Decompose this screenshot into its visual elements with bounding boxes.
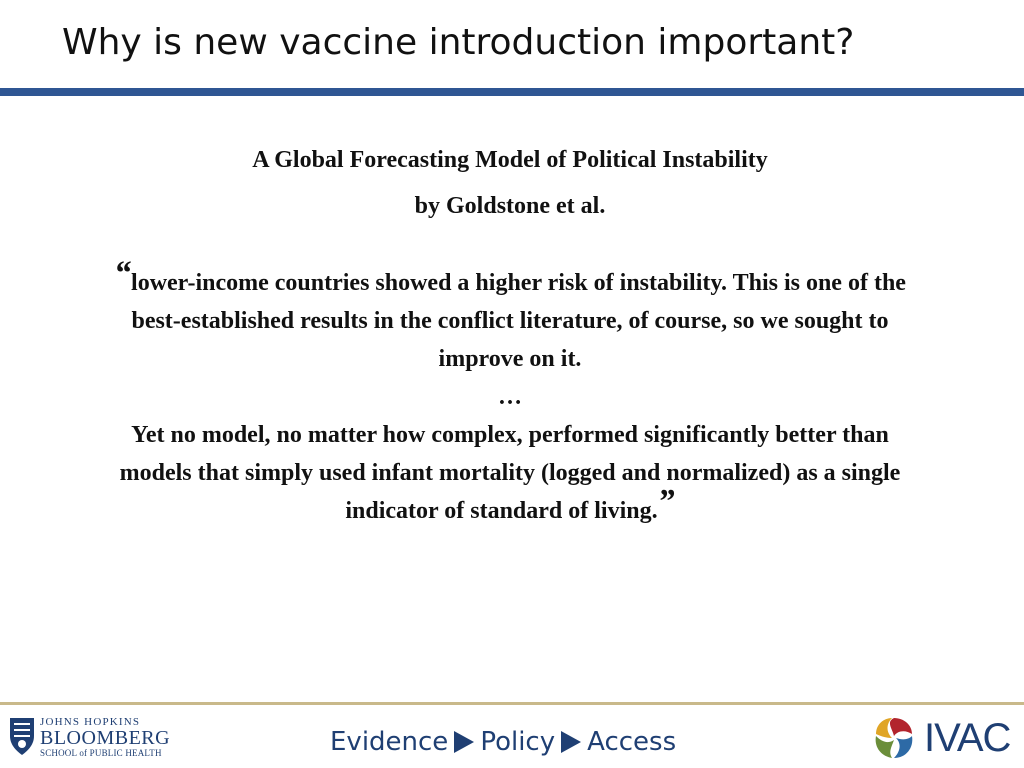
tagline-policy: Policy (480, 727, 556, 757)
quote-paragraph-2 (100, 416, 920, 530)
tagline (330, 722, 676, 762)
slide-body (100, 142, 920, 530)
title-divider (0, 88, 1024, 96)
shield-icon (8, 716, 36, 756)
tagline-evidence: Evidence (330, 727, 449, 757)
quote-block (100, 255, 920, 530)
arrow-right-icon (454, 731, 474, 753)
open-quote-mark: “ (114, 255, 132, 292)
jhu-wordmark (40, 717, 170, 758)
footer-divider (0, 702, 1024, 705)
jhu-line-2: BLOOMBERG (40, 727, 171, 749)
quote-text-2: Yet no model, no matter how complex, performed significantly better than models that simply used infant mortality (logged and normalized) as a single indicator of standard of living. (119, 422, 901, 524)
quote-text-1: lower-income countries showed a higher risk of instability. This is one of the best-established results in the conflict literature, of course, so we sought to improve on it. (131, 270, 906, 372)
quote-paragraph-1 (100, 255, 920, 378)
reference-authors: by Goldstone et al. (414, 193, 606, 219)
jhu-line-1: JOHNS HOPKINS (40, 716, 141, 728)
tagline-access: Access (587, 727, 677, 757)
arrow-right-icon (561, 731, 581, 753)
slide-title: Why is new vaccine introduction important? (62, 22, 855, 63)
ivac-logo (872, 710, 1018, 766)
jhu-bloomberg-logo (8, 716, 171, 760)
jhu-line-3: SCHOOL of PUBLIC HEALTH (40, 748, 162, 758)
reference-title: A Global Forecasting Model of Political Instability (252, 147, 768, 173)
close-quote-mark: ” (657, 483, 675, 520)
quote-ellipsis: … (498, 384, 522, 410)
ivac-wordmark: IVAC (924, 716, 1011, 760)
ivac-emblem-icon (872, 714, 916, 762)
